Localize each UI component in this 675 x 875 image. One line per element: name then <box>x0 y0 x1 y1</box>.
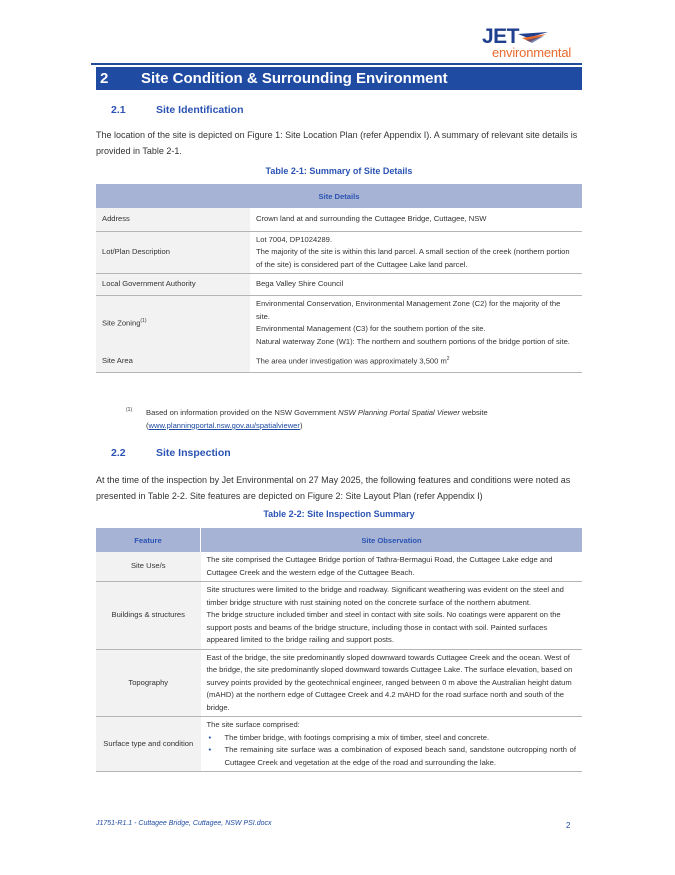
table-row <box>96 208 582 231</box>
logo-wordmark: JET <box>482 25 520 48</box>
row-label: Site Area <box>96 350 250 372</box>
subsection-number: 2.2 <box>111 447 126 459</box>
footnote-text-part: ) <box>299 421 303 430</box>
feature-cell: Topography <box>96 649 201 717</box>
observation-bullets <box>207 732 577 770</box>
header-divider <box>91 63 582 65</box>
row-label: Local Government Authority <box>96 274 250 296</box>
site-details-table <box>96 184 582 373</box>
value-line: Environmental Conservation, Environmental Management Zone (C2) for the majority of the site. <box>256 299 561 321</box>
table-row <box>96 350 582 372</box>
value-line: The majority of the site is within this land parcel. A small section of the creek (northern portion of the site) is considered part of the Cuttagee Lake land parcel. <box>256 247 570 269</box>
table-row <box>96 649 582 717</box>
footnote-ref: (1) <box>140 318 147 325</box>
footnote-text-part: website ( <box>146 408 488 430</box>
value-text: The area under investigation was approximately 3,500 m <box>256 356 447 366</box>
subsection-title: Site Inspection <box>156 447 231 459</box>
section-title: Site Condition & Surrounding Environment <box>141 70 448 87</box>
bullet-item: • The timber bridge, with footings comprising a mix of timber, steel and concrete. <box>225 732 577 745</box>
footnote-text-part: Based on information provided on the NSW Government <box>146 408 339 417</box>
table-2-1-caption: Table 2-1: Summary of Site Details <box>265 166 413 176</box>
row-value: Bega Valley Shire Council <box>250 274 582 296</box>
observation-cell <box>201 717 583 772</box>
row-label: Address <box>96 208 250 231</box>
subsection-title: Site Identification <box>156 104 244 116</box>
feature-cell: Site Use/s <box>96 552 201 582</box>
row-value: Crown land at and surrounding the Cuttagee Bridge, Cuttagee, NSW <box>250 208 582 231</box>
value-line: Environmental Management (C3) for the southern portion of the site. <box>256 324 486 333</box>
footer-document-name: J1751-R1.1 - Cuttagee Bridge, Cuttagee, NSW PSI.docx <box>96 820 272 827</box>
site-inspection-table <box>96 528 582 772</box>
table-row <box>96 274 582 296</box>
table-row <box>96 231 582 274</box>
page-number: 2 <box>566 821 571 830</box>
row-label <box>96 296 250 351</box>
column-header-observation: Site Observation <box>201 528 583 552</box>
value-line: Natural waterway Zone (W1): The northern and southern portions of the bridge portion of site. <box>256 336 570 346</box>
logo-subtitle: environmental <box>492 45 572 60</box>
observation-cell <box>201 582 583 650</box>
observation-intro: The site surface comprised: <box>206 720 300 729</box>
site-inspection-paragraph: At the time of the inspection by Jet Environmental on 27 May 2025, the following features and conditions were noted as presented in Table 2-2. Site features are depicted on Figure 2: Site Layout Plan (refer Appendix I) <box>96 475 571 501</box>
row-value <box>250 350 582 372</box>
feature-cell: Buildings & structures <box>96 582 201 650</box>
table-header: Site Details <box>96 184 582 208</box>
label-text: Site Zoning <box>102 319 141 329</box>
observation-line: The bridge structure included timber and steel in contact with site soils. No coatings were apparent on the support posts and beams of the bridge structure, including those in contact with soil. Painted surfaces appeared limited to the bridge railing and support posts. <box>206 610 561 644</box>
subsection-number: 2.1 <box>111 104 126 116</box>
table-row <box>96 717 582 772</box>
superscript: 2 <box>446 356 450 363</box>
row-value <box>250 296 582 351</box>
observation-cell: East of the bridge, the site predominantly sloped downward towards Cuttagee Creek and the ocean. West of the bridge, the site predominantly sloped downward towards Cuttagee Lake. The surface elevation, based on survey points provided by the geotechnical engineer, ranged between 0 m above the Australian height datum (mAHD) at the northern edge of Cuttagee Creek and 4.2 mAHD for the road surface north and south of the bridge. <box>201 649 583 717</box>
table-2-2-caption: Table 2-2: Site Inspection Summary <box>263 509 415 519</box>
footnote-italic: NSW Planning Portal Spatial Viewer <box>338 408 460 417</box>
site-identification-paragraph: The location of the site is depicted on Figure 1: Site Location Plan (refer Appendix I). A summary of relevant site details is provided in Table 2-1. <box>96 130 578 156</box>
spatial-viewer-link[interactable]: www.planningportal.nsw.gov.au/spatialviewer <box>148 421 300 430</box>
row-label: Lot/Plan Description <box>96 231 250 274</box>
bullet-item: • The remaining site surface was a combination of exposed beach sand, sandstone outcropping north of Cuttagee Creek and vegetation at the edge of the road and surrounding the lake. <box>225 744 577 769</box>
column-header-feature: Feature <box>96 528 201 552</box>
section-heading <box>96 67 582 90</box>
observation-line: Site structures were limited to the bridge and roadway. Significant weathering was evident on the steel and timber bridge structure with rust staining noted on the concrete surface of the northern abutment. <box>206 585 564 607</box>
table-row <box>96 296 582 351</box>
feature-cell: Surface type and condition <box>96 717 201 772</box>
section-number: 2 <box>100 70 109 87</box>
footnote-marker: (1) <box>126 407 133 413</box>
value-line: Lot 7004, DP1024289. <box>256 234 333 244</box>
plane-icon <box>518 32 548 44</box>
observation-cell: The site comprised the Cuttagee Bridge portion of Tathra-Bermagui Road, the Cuttagee Lake edge and Cuttagee Creek and the western edge of the Cuttagee Beach. <box>201 552 583 582</box>
table-row <box>96 552 582 582</box>
row-value <box>250 231 582 274</box>
company-logo <box>478 26 582 66</box>
footnote-text <box>146 406 576 432</box>
table-row <box>96 582 582 650</box>
